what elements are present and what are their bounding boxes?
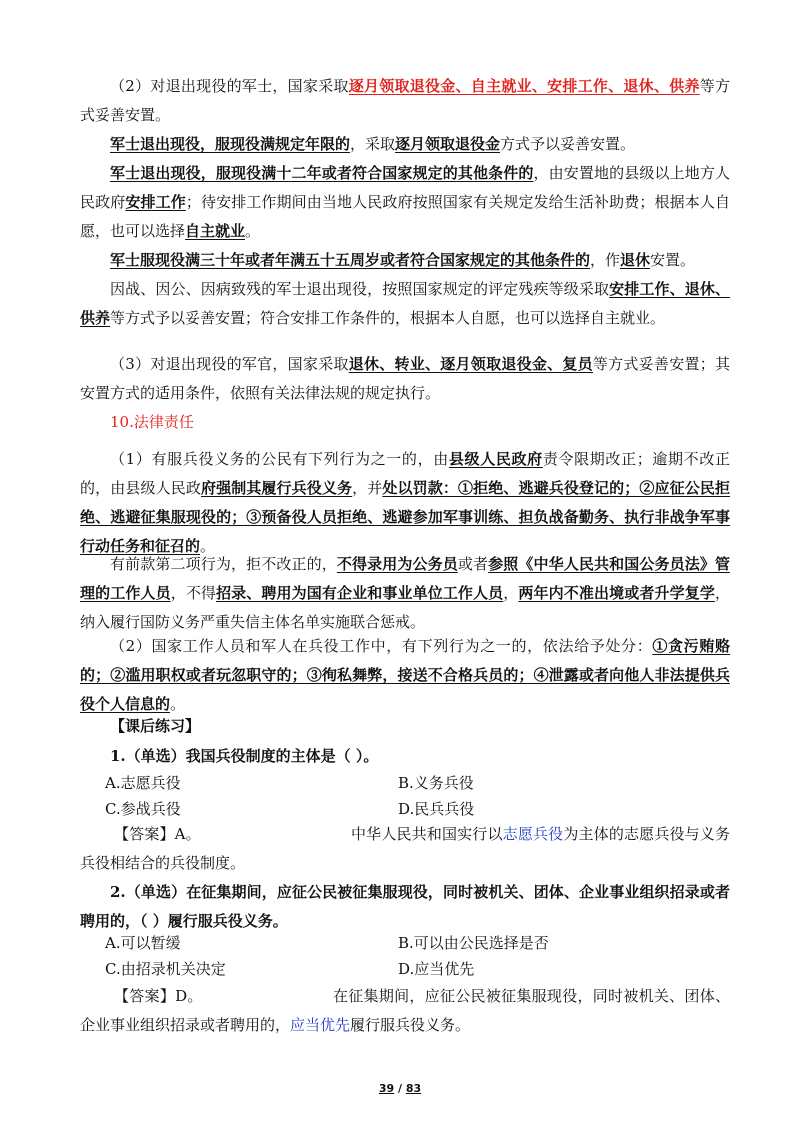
total-pages: 83 [405,1082,422,1095]
q2-answer: 【答案】D。 在征集期间，应征公民被征集服现役，同时被机关、团体、企业事业组织招录或者聘用的，应当优先履行服兵役义务。 [80,987,730,1034]
paragraph-nco-thirty-years: 军士服现役满三十年或者年满五十五周岁或者符合国家规定的其他条件的，作退休安置。 [110,251,696,269]
q1-option-a: A.志愿兵役 [105,774,181,792]
page-number [0,1082,800,1095]
page-separator: / [394,1082,406,1095]
question-1-stem: 1.（单选）我国兵役制度的主体是（ ）。 [110,747,379,765]
paragraph-nco-resettlement: （2）对退出现役的军士，国家采取逐月领取退役金、自主就业、安排工作、退休、供养等方式妥善安置。 [80,77,730,124]
section-heading-legal-liability: 10.法律责任 [110,413,194,431]
q1-option-c: C.参战兵役 [105,800,181,818]
q1-option-d: D.民兵兵役 [398,800,475,818]
paragraph-refusal-consequences: 有前款第二项行为，拒不改正的，不得录用为公务员或者参照《中华人民共和国公务员法》管理的工作人员，不得招录、聘用为国有企业和事业单位工作人员，两年内不准出境或者升学复学，纳入履行国防义务严重失信主体名单实施联合惩戒。 [80,555,730,631]
paragraph-nco-twelve-years: 军士退出现役，服现役满十二年或者符合国家规定的其他条件的，由安置地的县级以上地方人民政府安排工作；待安排工作期间由当地人民政府按照国家有关规定发给生活补助费；根据本人自愿，也可以选择自主就业。 [80,164,730,240]
q2-option-c: C.由招录机关决定 [105,960,226,978]
q2-option-a: A.可以暂缓 [105,934,181,952]
current-page: 39 [378,1082,395,1095]
q2-option-b: B.可以由公民选择是否 [398,934,549,952]
q2-answer-highlight: 应当优先 [290,1016,351,1034]
paragraph-officer-resettlement: （3）对退出现役的军官，国家采取退休、转业、逐月领取退役金、复员等方式妥善安置；其安置方式的适用条件，依照有关法律法规的规定执行。 [80,355,730,402]
paragraph-official-liability: （2）国家工作人员和军人在兵役工作中，有下列行为之一的，依法给予处分：①贪污贿赂的；②滥用职权或者玩忽职守的；③徇私舞弊，接送不合格兵员的；④泄露或者向他人非法提供兵役个人信息的。 [80,637,730,713]
question-2-stem: 2.（单选）在征集期间，应征公民被征集服现役，同时被机关、团体、企业事业组织招录或者聘用的，（ ）履行服兵役义务。 [80,883,730,930]
practice-title: 【课后练习】 [110,717,201,735]
paragraph-disabled-nco: 因战、因公、因病致残的军士退出现役，按照国家规定的评定残疾等级采取安排工作、退休、供养等方式予以妥善安置；符合安排工作条件的，根据本人自愿，也可以选择自主就业。 [80,280,730,327]
paragraph-nco-fixed-term: 军士退出现役，服现役满规定年限的，采取逐月领取退役金方式予以妥善安置。 [110,135,636,153]
q1-answer: 【答案】A。 中华人民共和国实行以志愿兵役为主体的志愿兵役与义务兵役相结合的兵役制度。 [80,825,730,872]
highlight-nco-methods: 逐月领取退役金、自主就业、安排工作、退休、供养 [348,77,700,95]
q2-option-d: D.应当优先 [398,960,475,978]
q1-option-b: B.义务兵役 [398,774,474,792]
q1-answer-highlight: 志愿兵役 [502,825,564,843]
paragraph-citizen-liability: （1）有服兵役义务的公民有下列行为之一的，由县级人民政府责令限期改正；逾期不改正的，由县级人民政府强制其履行兵役义务，并处以罚款：①拒绝、逃避兵役登记的；②应征公民拒绝、逃避征集服现役的；③预备役人员拒绝、逃避参加军事训练、担负战备勤务、执行非战争军事行动任务和征召的。 [80,450,730,555]
